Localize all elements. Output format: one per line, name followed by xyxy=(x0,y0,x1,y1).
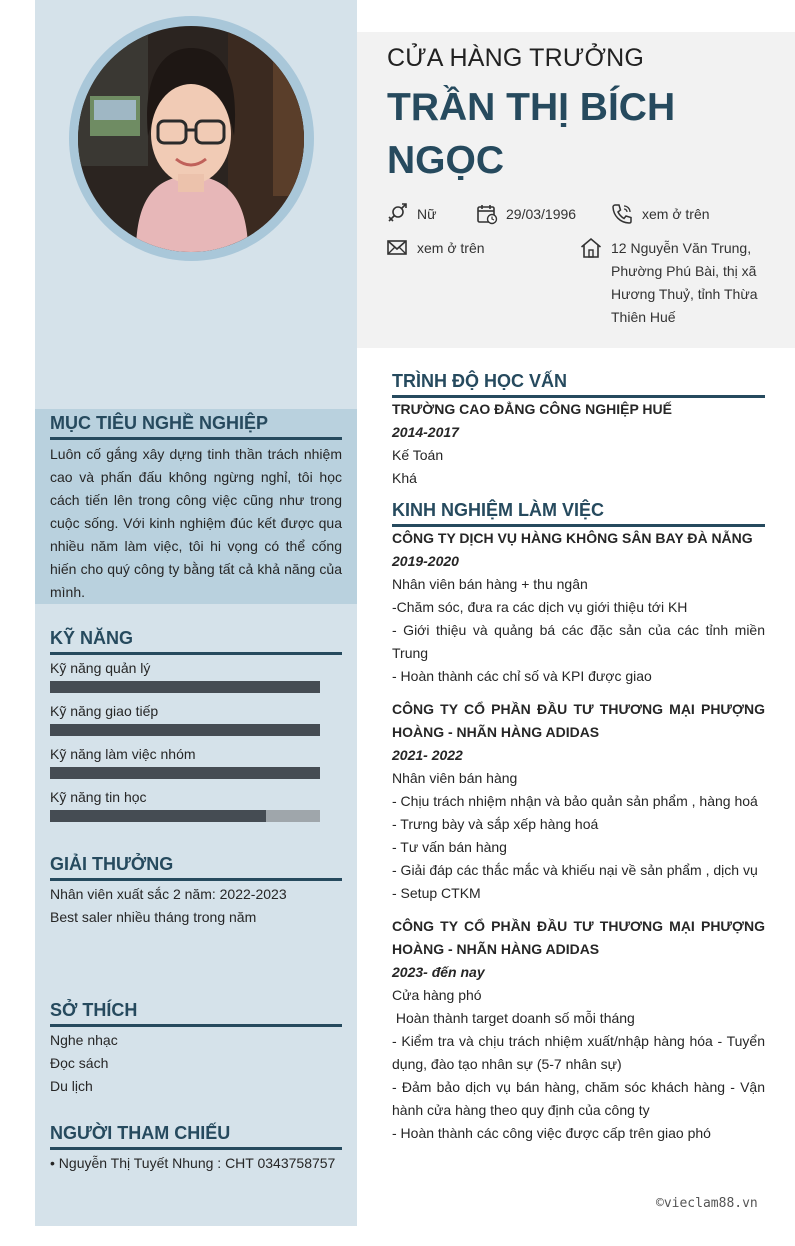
skill-label: Kỹ năng giao tiếp xyxy=(50,703,159,719)
skills-title: KỸ NĂNG xyxy=(50,628,134,648)
reference-item: • Nguyễn Thị Tuyết Nhung : CHT 0343758757 xyxy=(50,1155,336,1171)
name-line-2: NGỌC xyxy=(387,139,504,182)
phone-value: xem ở trên xyxy=(642,206,710,222)
job-line: - Setup CTKM xyxy=(392,885,481,901)
job-period: 2019-2020 xyxy=(392,553,459,569)
job-entry xyxy=(392,698,765,905)
full-name xyxy=(387,81,787,187)
job-line: Hoàn thành target doanh số mỗi tháng xyxy=(392,1010,635,1026)
objective-text: Luôn cố gắng xây dựng tinh thần trách nhiệm cao và phấn đấu không ngừng nghỉ, tôi học cách tiến lên trong công việc cũng như trong cuộc sống. Với kinh nghiệm đúc kết được qua nhiều năm làm việc, tôi hi vọng có thể cống hiến cho quý công ty bằng tất cả khả năng của mình. xyxy=(50,446,342,600)
skill-bar xyxy=(50,767,320,779)
education-title: TRÌNH ĐỘ HỌC VẤN xyxy=(392,371,567,391)
phone-icon xyxy=(611,203,633,225)
job-company: CÔNG TY CỔ PHẦN ĐẦU TƯ THƯƠNG MẠI PHƯỢNG HOÀNG - NHÃN HÀNG ADIDAS xyxy=(392,701,765,740)
job-line: - Giải đáp các thắc mắc và khiếu nại về sản phẩm , dịch vụ xyxy=(392,862,758,878)
award-item: Nhân viên xuất sắc 2 năm: 2022-2023 xyxy=(50,886,287,902)
job-line: - Đảm bảo dịch vụ bán hàng, chăm sóc khách hàng - Vận hành cửa hàng theo quy định của công ty xyxy=(392,1079,765,1118)
skills-rule xyxy=(50,652,342,655)
job-title: CỬA HÀNG TRƯỞNG xyxy=(387,44,644,72)
name-line-1: TRẦN THỊ BÍCH xyxy=(387,86,676,129)
school-name: TRƯỜNG CAO ĐẲNG CÔNG NGHIỆP HUẾ xyxy=(392,401,672,417)
job-line: Nhân viên bán hàng xyxy=(392,770,518,786)
job-entry xyxy=(392,915,765,1145)
email-value: xem ở trên xyxy=(417,240,485,256)
watermark: ©vieclam88.vn xyxy=(656,1196,758,1211)
skill-bar xyxy=(50,724,320,736)
experience-title: KINH NGHIỆM LÀM VIỆC xyxy=(392,500,605,520)
address-value: 12 Nguyễn Văn Trung, Phường Phú Bài, thị xã Hương Thuỷ, tỉnh Thừa Thiên Huế xyxy=(611,240,758,325)
calendar-icon xyxy=(476,203,498,225)
education-block xyxy=(392,398,765,490)
skill-label: Kỹ năng làm việc nhóm xyxy=(50,746,196,762)
dob-value: 29/03/1996 xyxy=(506,206,577,222)
skill-bar-fill xyxy=(50,681,320,693)
skill-label: Kỹ năng quản lý xyxy=(50,660,151,676)
job-line: - Trưng bày và sắp xếp hàng hoá xyxy=(392,816,599,832)
job-line: - Chịu trách nhiệm nhận và bảo quản sản phẩm , hàng hoá xyxy=(392,793,758,809)
email-icon xyxy=(386,237,408,259)
references-title: NGƯỜI THAM CHIẾU xyxy=(50,1123,231,1143)
awards-list xyxy=(50,883,342,929)
skill-bar xyxy=(50,810,320,822)
skill-bar-fill xyxy=(50,724,320,736)
education-years: 2014-2017 xyxy=(392,424,459,440)
skill-bar-fill xyxy=(50,767,320,779)
hobbies-rule xyxy=(50,1024,342,1027)
job-period: 2023- đến nay xyxy=(392,964,485,980)
hobby-item: Nghe nhạc xyxy=(50,1032,118,1048)
experience-list xyxy=(392,527,765,1145)
job-line: Cửa hàng phó xyxy=(392,987,482,1003)
hobby-item: Du lịch xyxy=(50,1078,93,1094)
awards-rule xyxy=(50,878,342,881)
awards-title: GIẢI THƯỞNG xyxy=(50,854,174,874)
skill-label: Kỹ năng tin học xyxy=(50,789,147,805)
job-entry xyxy=(392,527,765,688)
job-line: Nhân viên bán hàng + thu ngân xyxy=(392,576,588,592)
objective-rule xyxy=(50,437,342,440)
skill-bar-fill xyxy=(50,810,266,822)
award-item: Best saler nhiều tháng trong năm xyxy=(50,909,257,925)
job-line: - Giới thiệu và quảng bá các đặc sản của các tỉnh miền Trung xyxy=(392,622,765,661)
objective-title: MỤC TIÊU NGHỀ NGHIỆP xyxy=(50,413,269,433)
job-line: - Hoàn thành các công việc được cấp trên giao phó xyxy=(392,1125,711,1141)
job-period: 2021- 2022 xyxy=(392,747,463,763)
hobbies-list xyxy=(50,1029,342,1098)
education-major: Kế Toán xyxy=(392,447,444,463)
job-line: - Hoàn thành các chỉ số và KPI được giao xyxy=(392,668,652,684)
education-grade: Khá xyxy=(392,470,417,486)
gender-value: Nữ xyxy=(417,206,437,222)
skill-bar xyxy=(50,681,320,693)
job-company: CÔNG TY DỊCH VỤ HÀNG KHÔNG SÂN BAY ĐÀ NẴNG xyxy=(392,530,753,546)
gender-icon xyxy=(386,203,408,225)
references-rule xyxy=(50,1147,342,1150)
hobbies-title: SỞ THÍCH xyxy=(50,1000,138,1020)
job-company: CÔNG TY CỔ PHẦN ĐẦU TƯ THƯƠNG MẠI PHƯỢNG HOÀNG - NHÃN HÀNG ADIDAS xyxy=(392,918,765,957)
job-line: -Chăm sóc, đưa ra các dịch vụ giới thiệu tới KH xyxy=(392,599,688,615)
avatar xyxy=(78,26,304,252)
job-line: - Tư vấn bán hàng xyxy=(392,839,507,855)
hobby-item: Đọc sách xyxy=(50,1055,109,1071)
home-icon xyxy=(580,237,602,259)
job-line: - Kiểm tra và chịu trách nhiệm xuất/nhập hàng hóa - Tuyển dụng, đào tạo nhân sự (5-7 nhân sự) xyxy=(392,1033,765,1072)
